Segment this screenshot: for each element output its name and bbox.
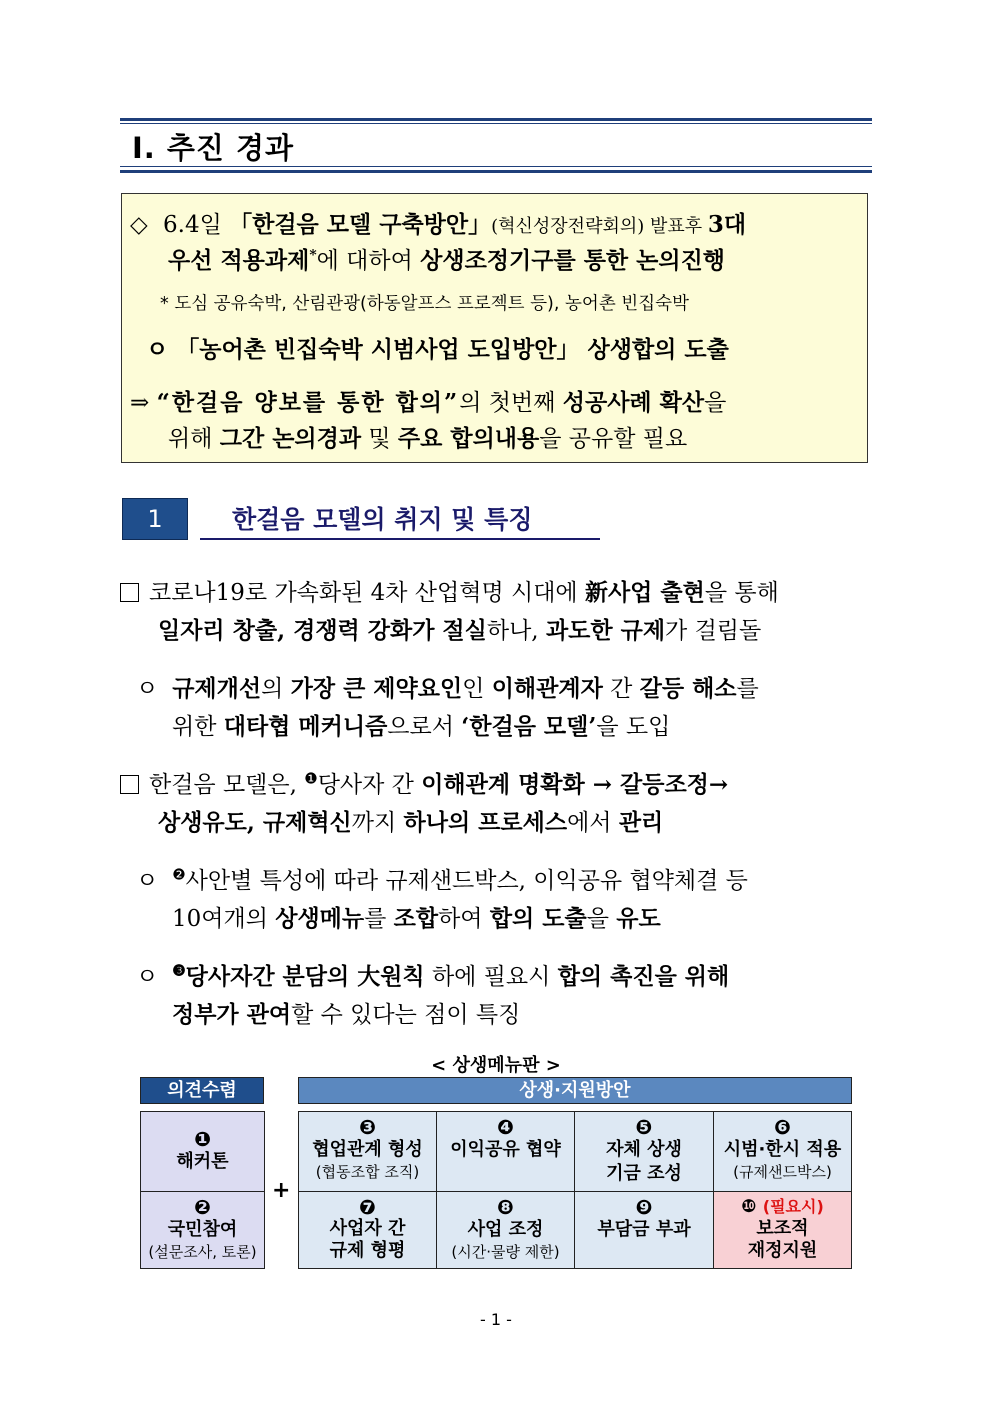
section-number: 1 <box>122 498 188 540</box>
header-rule-top-thin <box>120 123 872 124</box>
menu-cell-hackathon: ❶ 해커톤 <box>140 1111 265 1192</box>
section-title: 한걸음 모델의 취지 및 특징 <box>232 505 533 534</box>
menu-header-support: 상생·지원방안 <box>298 1077 852 1104</box>
para-5-line-1: ㅇ $^❸$당사자간 분담의 大원칙 하에 필요시 합의 촉진을 위해 <box>136 961 730 990</box>
para-2-line-1: ㅇ 규제개선의 가장 큰 제약요인인 이해관계자 간 갈등 해소를 <box>136 675 759 702</box>
para-3-line-2: 상생유도, 규제혁신까지 하나의 프로세스에서 관리 <box>158 809 664 836</box>
summary-box <box>121 193 868 463</box>
menu-cell-financial-support: ❿ (필요시) 보조적 재정지원 <box>713 1191 852 1269</box>
summary-line-4: ㅇ 「농어촌 빈집숙박 시범사업 도입방안」 상생합의 도출 <box>146 336 729 363</box>
menu-cell-profit-sharing: ❹ 이익공유 협약 <box>436 1111 575 1192</box>
summary-line-5: ⇒ “한걸음 양보를 통한 합의”의 첫번째 성공사례 확산을 <box>130 389 727 416</box>
plus-sign: + <box>272 1178 291 1203</box>
menu-cell-pilot: ❻ 시범·한시 적용 (규제샌드박스) <box>713 1111 852 1192</box>
summary-line-1: ◇ 6.4일 「한걸음 모델 구축방안」(혁신성장전략회의) 발표후 3대 <box>130 211 747 238</box>
menu-table-title: < 상생메뉴판 > <box>431 1055 561 1076</box>
menu-cell-equity: ❼ 사업자 간 규제 형평 <box>298 1191 437 1269</box>
summary-line-2: 우선 적용과제*에 대하여 상생조정기구를 통한 논의진행 <box>168 247 726 274</box>
menu-cell-levy: ❾ 부담금 부과 <box>574 1191 714 1269</box>
para-2-line-2: 위한 대타협 메커니즘으로서 ‘한걸음 모델’을 도입 <box>172 713 671 740</box>
para-4-line-2: 10여개의 상생메뉴를 조합하여 합의 도출을 유도 <box>172 905 661 932</box>
menu-cell-business-adjust: ❽ 사업 조정 (시간·물량 제한) <box>436 1191 575 1269</box>
para-1-line-1: 코로나19로 가속화된 4차 산업혁명 시대에 新사업 출현을 통해 <box>120 574 779 607</box>
header-rule-bottom-thin <box>120 166 872 167</box>
menu-cell-cooperation: ❸ 협업관계 형성 (협동조합 조직) <box>298 1111 437 1192</box>
section-underline <box>200 538 600 540</box>
menu-cell-mutual-fund: ❺ 자체 상생 기금 조성 <box>574 1111 714 1192</box>
summary-note: * 도심 공유숙박, 산림관광(하동알프스 프로젝트 등), 농어촌 빈집숙박 <box>160 294 689 314</box>
checkbox-square-bullet <box>120 583 139 602</box>
header-rule-bottom <box>120 170 872 173</box>
para-5-line-2: 정부가 관여할 수 있다는 점이 특징 <box>172 1001 521 1028</box>
para-1-line-2: 일자리 창출, 경쟁력 강화가 절실하나, 과도한 규제가 걸림돌 <box>158 617 762 644</box>
header-rule-top <box>120 118 872 121</box>
menu-header-opinion: 의견수렴 <box>140 1077 264 1104</box>
para-4-line-1: ㅇ $^❷$사안별 특성에 따라 규제샌드박스, 이익공유 협약체결 등 <box>136 865 748 894</box>
para-3-line-1: 한걸음 모델은, $^❶$당사자 간 이해관계 명확화 → 갈등조정→ <box>120 766 728 799</box>
checkbox-square-bullet <box>120 775 139 794</box>
diamond-bullet: ◇ <box>130 212 148 238</box>
summary-line-6: 위해 그간 논의경과 및 주요 합의내용을 공유할 필요 <box>168 425 688 452</box>
menu-cell-public-participation: ❷ 국민참여 (설문조사, 토론) <box>140 1191 265 1269</box>
page-title: Ⅰ. 추진 경과 <box>132 131 295 165</box>
page-number: - 1 - <box>480 1310 512 1329</box>
